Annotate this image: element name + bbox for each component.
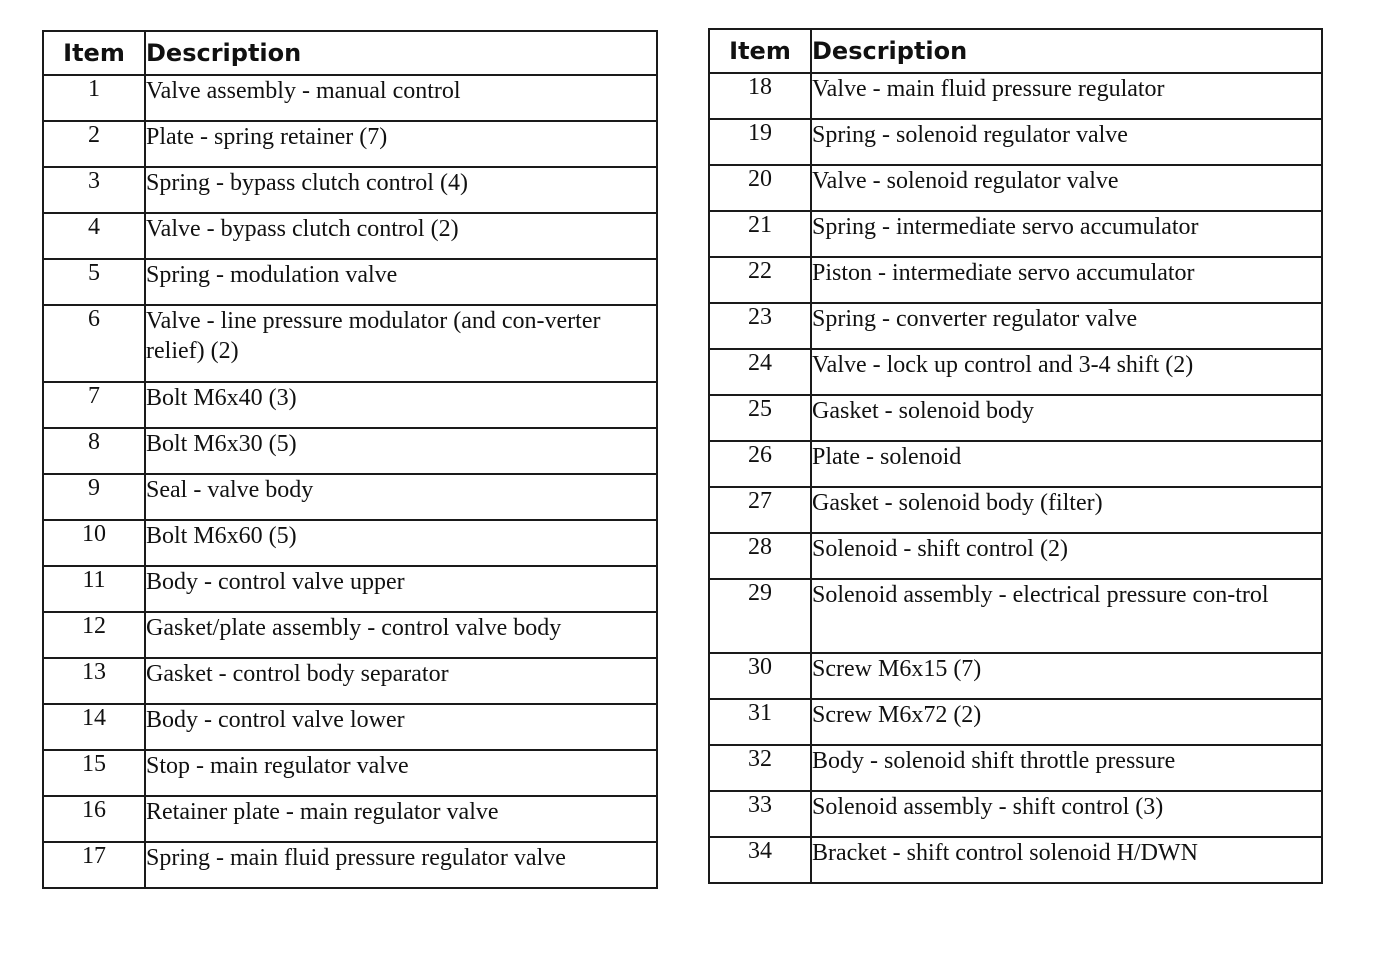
- item-number: 1: [43, 75, 145, 121]
- table-row: [709, 119, 1322, 165]
- item-number: 21: [709, 211, 811, 257]
- item-description: Bracket - shift control solenoid H/DWN: [811, 837, 1322, 883]
- item-number: 30: [709, 653, 811, 699]
- item-description: Solenoid assembly - shift control (3): [811, 791, 1322, 837]
- item-description: Spring - converter regulator valve: [811, 303, 1322, 349]
- table-row: [43, 75, 657, 121]
- item-description: Stop - main regulator valve: [145, 750, 657, 796]
- item-description: Screw M6x15 (7): [811, 653, 1322, 699]
- table-row: [43, 167, 657, 213]
- parts-table-right: [708, 28, 1323, 884]
- table-row: [709, 653, 1322, 699]
- item-number: 10: [43, 520, 145, 566]
- item-number: 9: [43, 474, 145, 520]
- description-header: Description: [811, 29, 1322, 73]
- item-description: Valve - solenoid regulator valve: [811, 165, 1322, 211]
- item-description: Spring - intermediate servo accumulator: [811, 211, 1322, 257]
- item-description: Plate - solenoid: [811, 441, 1322, 487]
- item-description: Bolt M6x60 (5): [145, 520, 657, 566]
- item-description: Retainer plate - main regulator valve: [145, 796, 657, 842]
- item-number: 16: [43, 796, 145, 842]
- table-row: [43, 842, 657, 888]
- item-description: Valve - bypass clutch control (2): [145, 213, 657, 259]
- item-number: 7: [43, 382, 145, 428]
- table-row: [709, 533, 1322, 579]
- item-number: 32: [709, 745, 811, 791]
- table-row: [709, 395, 1322, 441]
- item-description: Spring - solenoid regulator valve: [811, 119, 1322, 165]
- item-number: 11: [43, 566, 145, 612]
- item-description: Valve - lock up control and 3-4 shift (2): [811, 349, 1322, 395]
- item-number: 29: [709, 579, 811, 653]
- item-number: 27: [709, 487, 811, 533]
- item-number: 33: [709, 791, 811, 837]
- item-description: Gasket/plate assembly - control valve body: [145, 612, 657, 658]
- table-row: [43, 796, 657, 842]
- table-row: [709, 257, 1322, 303]
- item-number: 25: [709, 395, 811, 441]
- table-row: [43, 382, 657, 428]
- table-row: [709, 349, 1322, 395]
- table-row: [709, 165, 1322, 211]
- table-row: [709, 487, 1322, 533]
- item-number: 28: [709, 533, 811, 579]
- table-row: [43, 750, 657, 796]
- item-description: Solenoid assembly - electrical pressure con-trol: [811, 579, 1322, 653]
- table-row: [43, 658, 657, 704]
- item-description: Spring - main fluid pressure regulator valve: [145, 842, 657, 888]
- item-description: Bolt M6x40 (3): [145, 382, 657, 428]
- table-row: [43, 213, 657, 259]
- item-number: 17: [43, 842, 145, 888]
- table-row: [43, 428, 657, 474]
- item-description: Plate - spring retainer (7): [145, 121, 657, 167]
- item-number: 14: [43, 704, 145, 750]
- table-row: [709, 441, 1322, 487]
- item-number: 6: [43, 305, 145, 382]
- item-number: 19: [709, 119, 811, 165]
- item-number: 13: [43, 658, 145, 704]
- item-header: Item: [709, 29, 811, 73]
- item-number: 22: [709, 257, 811, 303]
- item-description: Spring - bypass clutch control (4): [145, 167, 657, 213]
- description-header: Description: [145, 31, 657, 75]
- item-description: Valve assembly - manual control: [145, 75, 657, 121]
- item-number: 31: [709, 699, 811, 745]
- item-description: Gasket - solenoid body: [811, 395, 1322, 441]
- item-number: 2: [43, 121, 145, 167]
- item-number: 3: [43, 167, 145, 213]
- item-description: Gasket - solenoid body (filter): [811, 487, 1322, 533]
- item-description: Piston - intermediate servo accumulator: [811, 257, 1322, 303]
- item-description: Valve - main fluid pressure regulator: [811, 73, 1322, 119]
- item-number: 15: [43, 750, 145, 796]
- item-number: 18: [709, 73, 811, 119]
- item-number: 5: [43, 259, 145, 305]
- item-description: Solenoid - shift control (2): [811, 533, 1322, 579]
- table-row: [43, 305, 657, 382]
- item-description: Spring - modulation valve: [145, 259, 657, 305]
- item-number: 4: [43, 213, 145, 259]
- item-number: 24: [709, 349, 811, 395]
- table-row: [709, 791, 1322, 837]
- item-number: 8: [43, 428, 145, 474]
- table-row: [709, 303, 1322, 349]
- item-header: Item: [43, 31, 145, 75]
- item-description: Bolt M6x30 (5): [145, 428, 657, 474]
- item-number: 34: [709, 837, 811, 883]
- item-description: Body - control valve upper: [145, 566, 657, 612]
- table-row: [709, 579, 1322, 653]
- item-description: Body - solenoid shift throttle pressure: [811, 745, 1322, 791]
- item-description: Seal - valve body: [145, 474, 657, 520]
- table-row: [709, 699, 1322, 745]
- item-description: Screw M6x72 (2): [811, 699, 1322, 745]
- table-row: [709, 73, 1322, 119]
- table-row: [43, 612, 657, 658]
- header-row: [43, 31, 657, 75]
- item-description: Valve - line pressure modulator (and con-verter relief) (2): [145, 305, 657, 382]
- item-description: Body - control valve lower: [145, 704, 657, 750]
- item-number: 20: [709, 165, 811, 211]
- item-number: 26: [709, 441, 811, 487]
- parts-table-left: [42, 30, 658, 889]
- header-row: [709, 29, 1322, 73]
- table-row: [709, 211, 1322, 257]
- table-row: [43, 704, 657, 750]
- table-row: [43, 566, 657, 612]
- item-number: 12: [43, 612, 145, 658]
- table-row: [709, 837, 1322, 883]
- item-description: Gasket - control body separator: [145, 658, 657, 704]
- table-row: [43, 520, 657, 566]
- table-row: [709, 745, 1322, 791]
- table-row: [43, 121, 657, 167]
- table-row: [43, 259, 657, 305]
- table-row: [43, 474, 657, 520]
- item-number: 23: [709, 303, 811, 349]
